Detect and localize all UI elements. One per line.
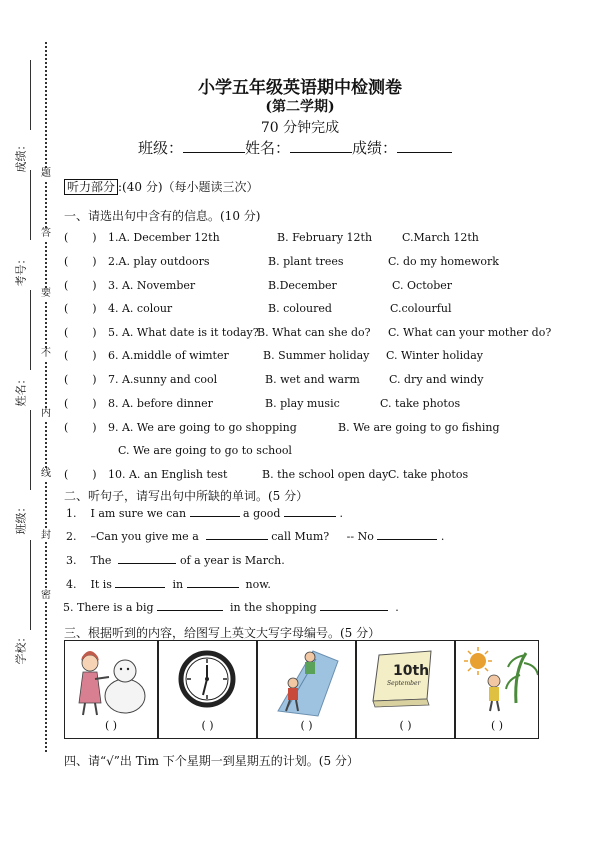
fill-text: now. [245, 578, 271, 591]
answer-bracket-open[interactable]: ( [64, 421, 69, 434]
answer-bracket-open[interactable]: ( [64, 326, 69, 339]
option-b: B. wet and warm [265, 373, 360, 386]
option-c: C.March 12th [402, 231, 479, 244]
picture-climbing [257, 640, 356, 739]
seal-char: 不 [41, 348, 51, 359]
option-a: 4. A. colour [108, 302, 173, 315]
side-label-school: 学校： [14, 631, 28, 665]
option-b: B. plant trees [268, 255, 344, 268]
seal-char: 要 [41, 288, 51, 299]
option-b: B. coloured [268, 302, 332, 315]
fill-number: 5. [63, 601, 74, 614]
option-a: 7. A.sunny and cool [108, 373, 218, 386]
option-a: 1.A. December 12th [108, 231, 220, 244]
fill-text: of a year is March. [179, 554, 285, 567]
question-row [64, 255, 97, 268]
option-b: B. Summer holiday [263, 349, 370, 362]
question-row [64, 326, 97, 339]
answer-bracket-close[interactable]: ) [92, 421, 97, 434]
seal-char: 封 [41, 530, 51, 541]
option-b: B.December [268, 279, 337, 292]
option-c: C. We are going to go to school [118, 444, 292, 457]
score-field[interactable] [397, 152, 452, 153]
fill-text: . [395, 601, 399, 614]
fill-blank[interactable] [377, 539, 437, 540]
side-label-score: 成绩： [14, 139, 28, 173]
fill-blank[interactable] [206, 539, 268, 540]
seal-char: 内 [41, 408, 51, 419]
section-3-heading: 三、根据听到的内容，给图写上英文大写字母编号。(5 分） [64, 626, 381, 640]
name-field[interactable] [290, 152, 352, 153]
option-a: 8. A. before dinner [108, 397, 213, 410]
name-write-line [30, 290, 31, 370]
fill-text: . [339, 507, 343, 520]
picture-calendar [356, 640, 455, 739]
fill-blank[interactable] [320, 610, 388, 611]
duration-note: 70 分钟完成 [260, 120, 340, 136]
exam-number-write-line [30, 170, 31, 240]
fill-number: 3. [66, 554, 77, 567]
answer-bracket-close[interactable]: ) [92, 397, 97, 410]
answer-paren[interactable]: ( ) [399, 719, 412, 732]
fill-text: in [172, 578, 184, 591]
question-row [64, 373, 97, 386]
listening-score-note: :(40 分)（每小题读三次） [118, 180, 259, 194]
fill-line-3 [66, 554, 285, 567]
question-row [64, 302, 97, 315]
side-label-exam-number: 考号： [14, 253, 28, 287]
section-4-heading: 四、请“√”出 Tim 下个星期一到星期五的计划。(5 分） [64, 754, 359, 768]
picture-clock [158, 640, 257, 739]
answer-bracket-close[interactable]: ) [92, 279, 97, 292]
question-row [64, 279, 97, 292]
answer-bracket-close[interactable]: ) [92, 326, 97, 339]
option-b: B. play music [265, 397, 340, 410]
option-c: C. do my homework [388, 255, 499, 268]
answer-bracket-close[interactable]: ) [92, 373, 97, 386]
answer-bracket-open[interactable]: ( [64, 468, 69, 481]
fill-text: a good [243, 507, 281, 520]
option-a: 2.A. play outdoors [108, 255, 210, 268]
question-row [64, 397, 97, 410]
option-c: C. take photos [380, 397, 461, 410]
option-c: C. What can your mother do? [388, 326, 552, 339]
option-c: C. October [392, 279, 453, 292]
answer-paren[interactable]: ( ) [490, 719, 504, 732]
answer-bracket-open[interactable]: ( [64, 349, 69, 362]
school-write-line [30, 540, 31, 630]
listening-header [64, 178, 259, 195]
section-2-heading: 二、听句子，请写出句中所缺的单词。(5 分） [64, 489, 309, 503]
answer-bracket-open[interactable]: ( [64, 373, 69, 386]
fill-text: call Mum? [271, 530, 330, 543]
answer-bracket-open[interactable]: ( [64, 302, 69, 315]
fill-number: 1. [66, 507, 77, 520]
question-row [64, 468, 97, 481]
fill-text: It is [90, 578, 112, 591]
fill-number: 4. [66, 578, 77, 591]
option-b: B. We are going to go fishing [338, 421, 500, 434]
answer-bracket-open[interactable]: ( [64, 231, 69, 244]
option-b: B. What can she do? [257, 326, 371, 339]
page-title: 小学五年级英语期中检测卷 [198, 78, 402, 98]
listening-label-box: 听力部分 [64, 179, 118, 195]
seal-char: 答 [41, 228, 51, 239]
option-c: C. take photos [388, 468, 469, 481]
seal-char: 线 [41, 468, 51, 479]
fill-text: . [440, 530, 445, 543]
option-c: C.colourful [390, 302, 452, 315]
option-a: 6. A.middle of wimter [108, 349, 229, 362]
fill-blank[interactable] [118, 563, 176, 564]
option-c: C. dry and windy [389, 373, 484, 386]
answer-bracket-close[interactable]: ) [92, 231, 97, 244]
class-label: 班级： [138, 139, 184, 157]
name-label: 姓名： [245, 139, 291, 157]
fill-line-5 [63, 601, 399, 614]
answer-paren[interactable]: ( ) [201, 719, 214, 732]
seal-char: 密 [41, 590, 51, 601]
answer-paren[interactable]: ( ) [104, 719, 118, 732]
calendar-month: September [387, 680, 421, 687]
fill-text: in the shopping [230, 601, 317, 614]
answer-bracket-close[interactable]: ) [92, 349, 97, 362]
fill-text: I am sure we can [90, 507, 187, 520]
option-b: B. February 12th [277, 231, 373, 244]
term-subtitle: (第二学期) [265, 99, 335, 115]
fill-text: The [90, 554, 112, 567]
answer-bracket-close[interactable]: ) [92, 468, 97, 481]
fill-blank[interactable] [187, 587, 239, 588]
class-field[interactable] [183, 152, 245, 153]
question-row [64, 421, 97, 434]
score-label: 成绩： [352, 139, 398, 157]
section-1-heading: 一、请选出句中含有的信息。(10 分) [64, 209, 261, 223]
side-label-class: 班级： [14, 501, 28, 535]
answer-bracket-close[interactable]: ) [92, 255, 97, 268]
option-c: C. Winter holiday [386, 349, 483, 362]
option-a: 3. A. November [108, 279, 196, 292]
calendar-day: 10th [393, 663, 430, 679]
fill-blank[interactable] [157, 610, 223, 611]
fill-blank[interactable] [284, 516, 336, 517]
fill-number: 2. [66, 530, 77, 543]
picture-snowman [64, 640, 158, 739]
fill-text: -- No [346, 530, 374, 543]
fill-blank[interactable] [190, 516, 240, 517]
option-b: B. the school open day [262, 468, 389, 481]
fill-text: –Can you give me a [90, 530, 199, 543]
picture-sunny-day [455, 640, 539, 739]
side-label-name: 姓名： [14, 373, 28, 407]
question-row [64, 231, 97, 244]
fill-text: There is a big [77, 601, 154, 614]
info-line [138, 137, 452, 158]
fill-line-1 [66, 507, 343, 520]
class-write-line [30, 410, 31, 490]
answer-bracket-open[interactable]: ( [64, 397, 69, 410]
question-row [64, 349, 97, 362]
option-a: 10. A. an English test [108, 468, 228, 481]
option-a: 9. A. We are going to go shopping [108, 421, 297, 434]
answer-bracket-open[interactable]: ( [64, 279, 69, 292]
option-a: 5. A. What date is it today? [108, 326, 259, 339]
fill-blank[interactable] [115, 587, 165, 588]
seal-char: 题 [41, 168, 51, 179]
fill-line-4 [66, 578, 271, 591]
answer-bracket-close[interactable]: ) [92, 302, 97, 315]
seal-dotted-line [45, 42, 47, 752]
answer-bracket-open[interactable]: ( [64, 255, 69, 268]
answer-paren[interactable]: ( ) [300, 719, 313, 732]
fill-line-2 [66, 530, 444, 543]
